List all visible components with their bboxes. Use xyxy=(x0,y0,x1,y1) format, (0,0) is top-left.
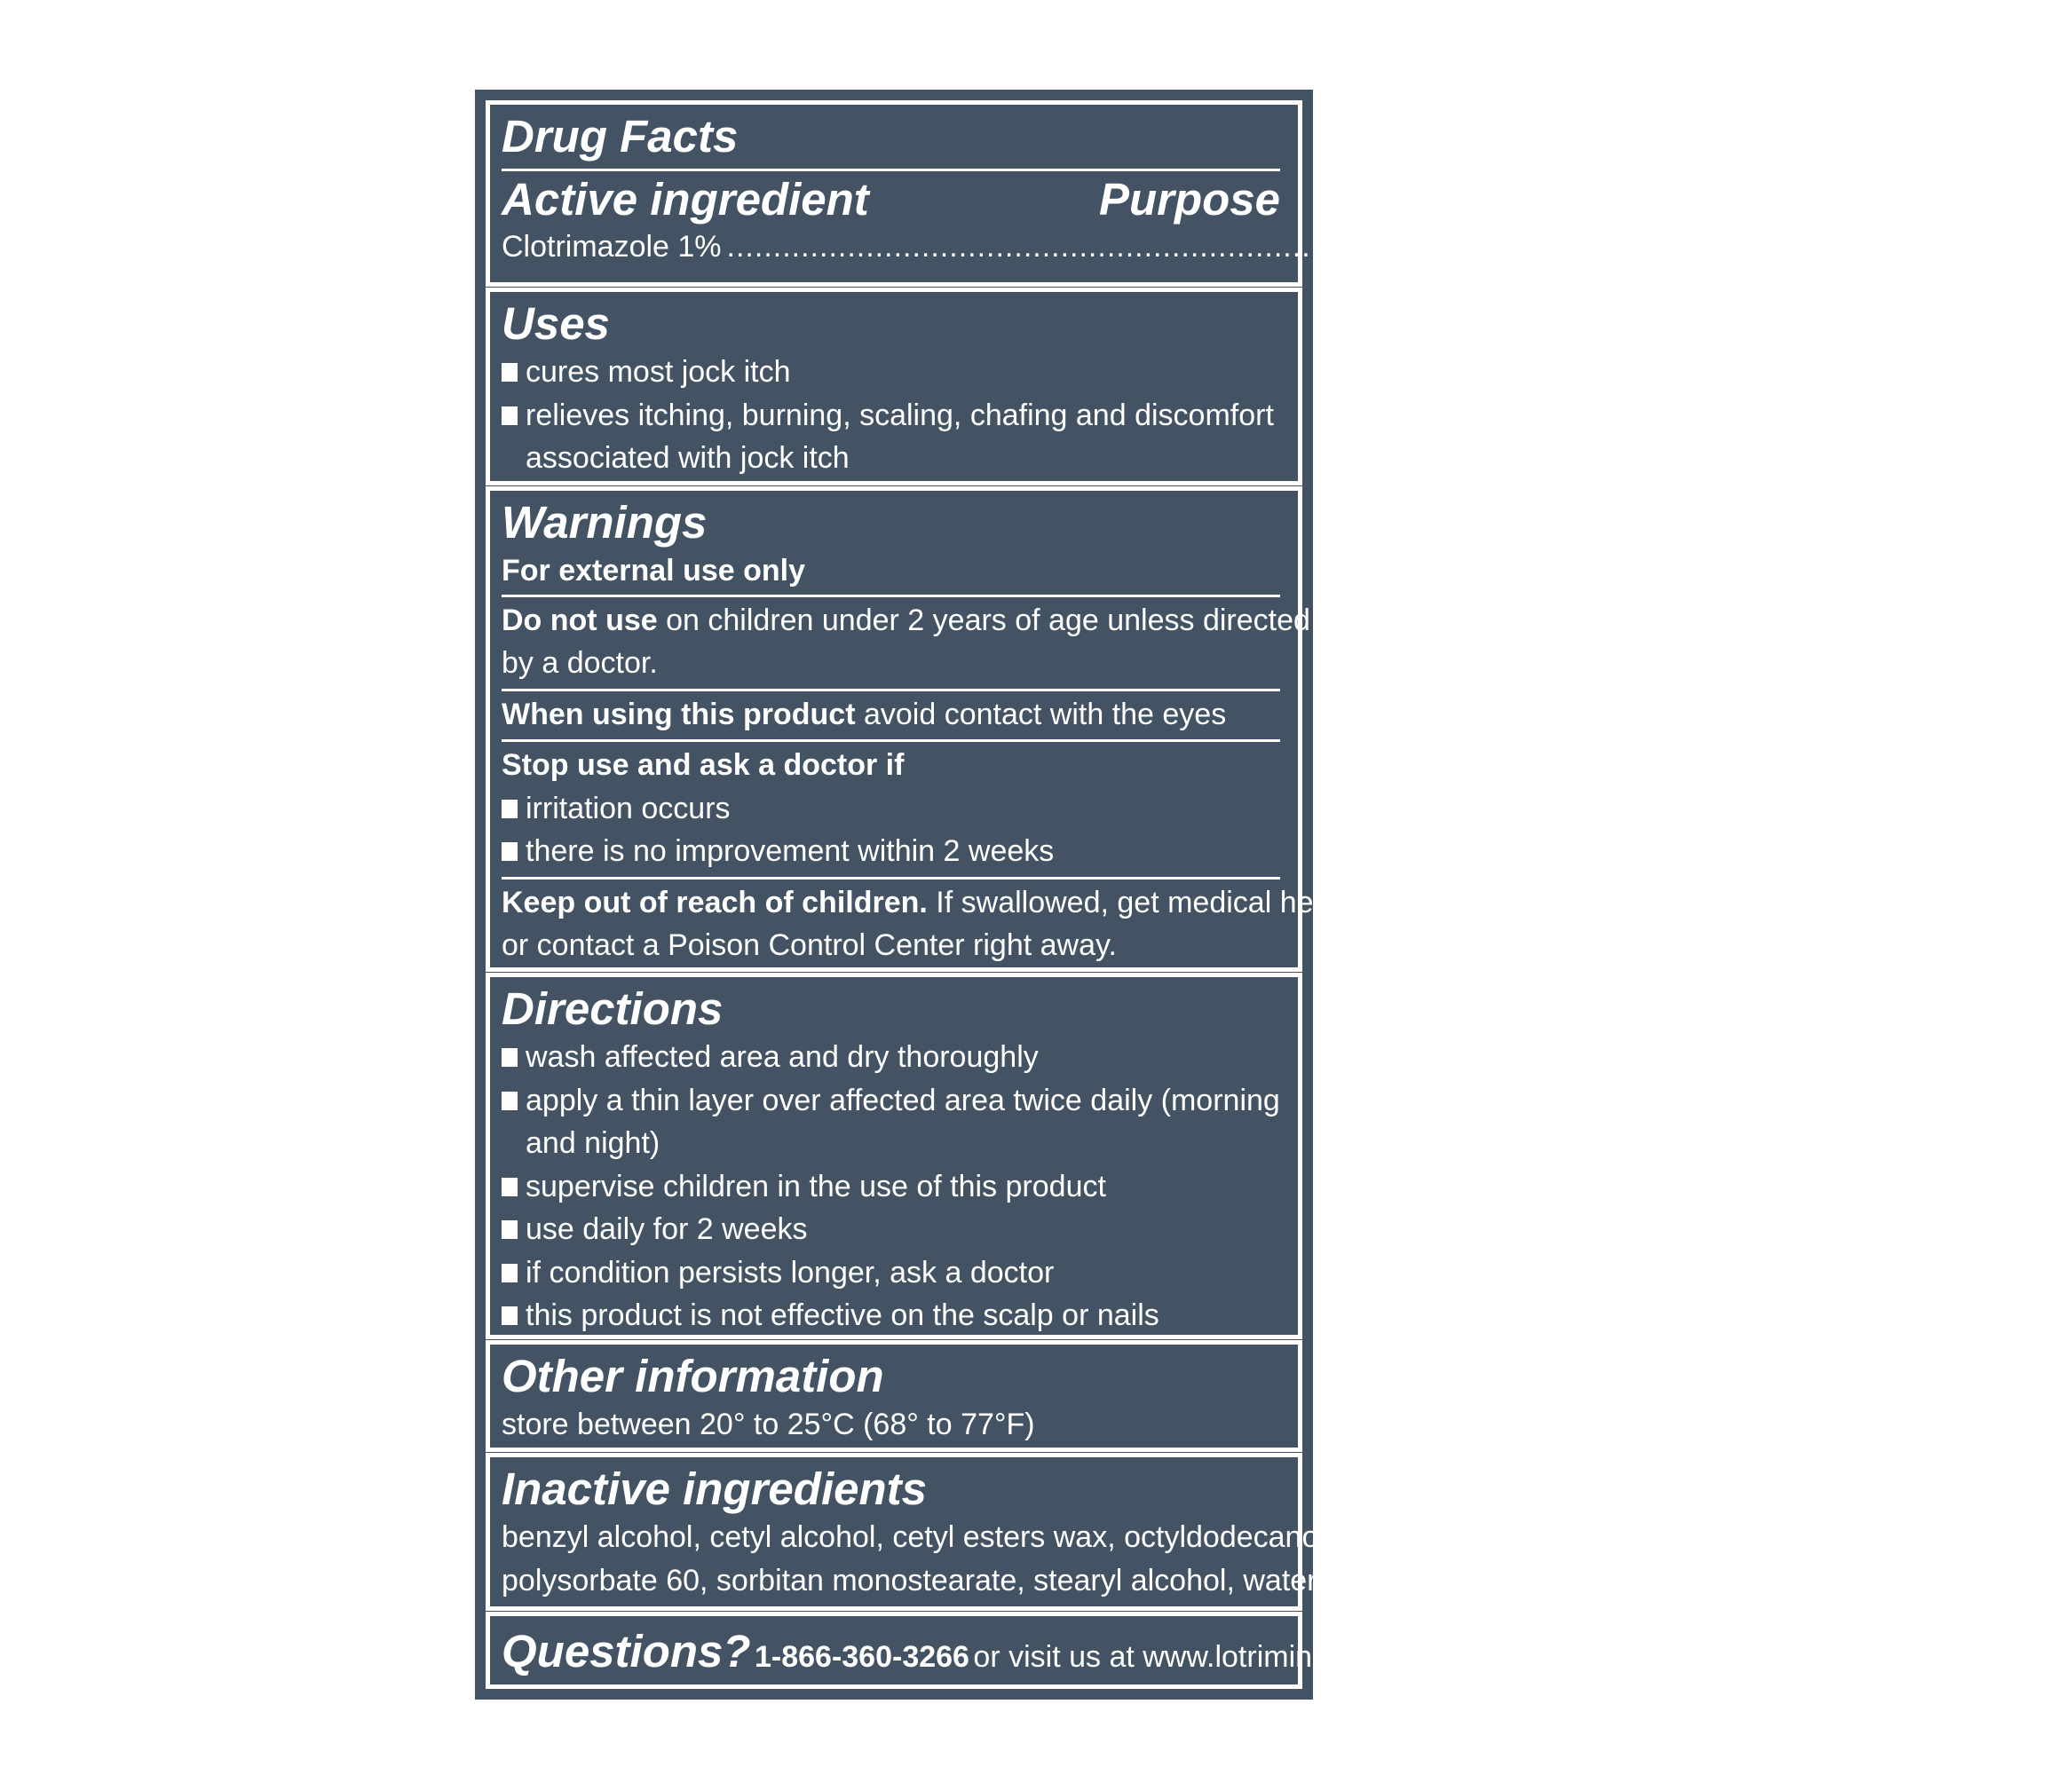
warnings-heading: Warnings xyxy=(502,497,708,548)
list-item: irritation occurs xyxy=(502,787,1280,831)
divider xyxy=(502,689,1280,691)
list-item: relieves itching, burning, scaling, chafing and discomfort xyxy=(502,394,1280,438)
storage-text: store between 20° to 25°C (68° to 77°F) xyxy=(502,1408,1035,1441)
inactive-heading: Inactive ingredients xyxy=(502,1463,927,1514)
keep-out-label: Keep out of reach of children. xyxy=(502,885,928,919)
keep-out-text-cont: or contact a Poison Control Center right away. xyxy=(502,928,1117,962)
list-item: cures most jock itch xyxy=(502,351,1280,394)
questions-section xyxy=(486,1612,1378,1689)
questions-line xyxy=(502,1625,1378,1679)
divider xyxy=(502,595,1280,597)
purpose-heading: Purpose xyxy=(1098,174,1280,225)
list-item: if condition persists longer, ask a doctor xyxy=(502,1251,1280,1295)
divider xyxy=(502,877,1280,880)
directions-section xyxy=(486,973,1302,1339)
do-not-use-text-cont: by a doctor. xyxy=(502,646,658,680)
drug-facts-title: Drug Facts xyxy=(502,111,739,162)
keep-out-warning xyxy=(502,881,1337,925)
list-item: supervise children in the use of this product xyxy=(502,1165,1280,1209)
list-item-continuation: associated with jock itch xyxy=(526,441,850,475)
ingredient-name: Clotrimazole 1% xyxy=(502,230,722,264)
active-ingredient-header xyxy=(502,173,1280,226)
divider xyxy=(502,169,1280,171)
drug-facts-panel xyxy=(475,90,2072,1700)
other-info-heading: Other information xyxy=(502,1351,884,1401)
directions-heading: Directions xyxy=(502,983,724,1034)
do-not-use-text: on children under 2 years of age unless directed xyxy=(666,603,1310,637)
list-item: this product is not effective on the scalp or nails xyxy=(502,1294,1280,1337)
warnings-section xyxy=(486,486,1337,972)
inactive-section xyxy=(486,1453,1334,1611)
questions-heading: Questions? xyxy=(502,1626,751,1676)
active-ingredient-row xyxy=(502,226,2072,267)
uses-section xyxy=(486,288,1302,485)
stop-use-label: Stop use and ask a doctor if xyxy=(502,748,905,782)
external-use-note: For external use only xyxy=(502,554,805,588)
list-item: there is no improvement within 2 weeks xyxy=(502,830,1280,873)
inactive-line: benzyl alcohol, cetyl alcohol, cetyl esters wax, octyldodecanol, xyxy=(502,1520,1334,1554)
questions-phone: 1-866-360-3266 xyxy=(754,1640,969,1674)
list-item: use daily for 2 weeks xyxy=(502,1208,1280,1251)
active-ingredient-heading: Active ingredient xyxy=(502,174,869,225)
ingredient-purpose: Antifungal xyxy=(1937,230,2072,264)
do-not-use-label: Do not use xyxy=(502,603,658,637)
when-using-label: When using this product xyxy=(502,697,856,731)
keep-out-text: If swallowed, get medical help xyxy=(936,885,1337,919)
questions-text: or visit us at www.lotrimin.com xyxy=(973,1640,1378,1674)
list-item-continuation: and night) xyxy=(526,1126,660,1160)
do-not-use-warning xyxy=(502,599,1310,643)
when-using-warning xyxy=(502,693,1280,737)
list-item: wash affected area and dry thoroughly xyxy=(502,1036,1280,1079)
other-info-section xyxy=(486,1340,1302,1452)
drug-facts-section xyxy=(486,100,2072,287)
list-item: apply a thin layer over affected area twice daily (morning xyxy=(502,1079,1280,1123)
divider xyxy=(502,739,1280,742)
inactive-line: polysorbate 60, sorbitan monostearate, stearyl alcohol, water xyxy=(502,1563,1317,1598)
leader-dots: .................................................................................................................................. xyxy=(726,230,1933,264)
uses-heading: Uses xyxy=(502,298,610,349)
when-using-text: avoid contact with the eyes xyxy=(863,697,1227,731)
